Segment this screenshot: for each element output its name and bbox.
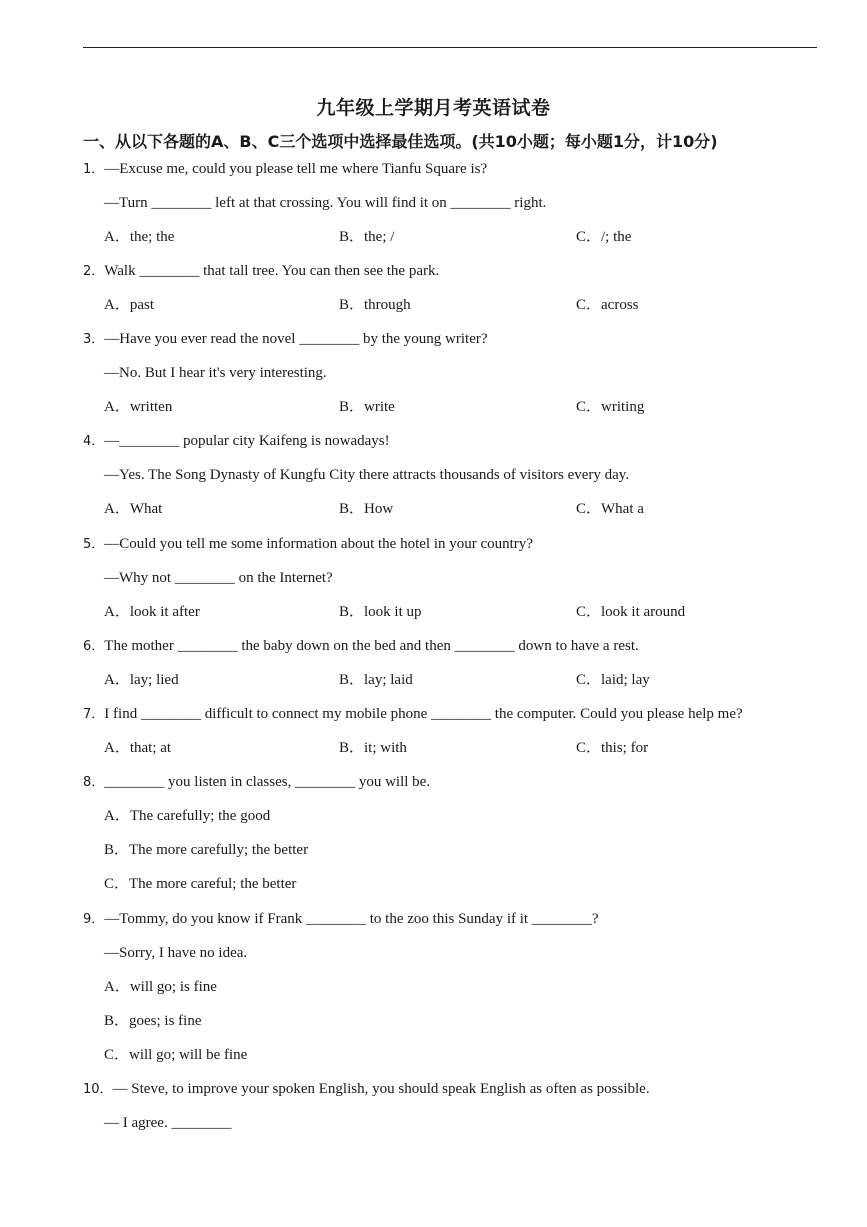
question-3-option-c[interactable]: C．writing [576, 399, 645, 415]
question-number: 3． [83, 332, 105, 347]
question-6-option-c[interactable]: C．laid; lay [576, 672, 650, 688]
question-4-stem-2: —Yes. The Song Dynasty of Kungfu City there attracts thousands of visitors every day. [104, 467, 630, 483]
question-text: —________ popular city Kaifeng is nowadays! [104, 433, 390, 449]
header-rule [83, 47, 817, 48]
question-2-option-b[interactable]: B．through [339, 297, 411, 313]
question-number: 5． [83, 537, 105, 552]
question-text: The mother ________ the baby down on the bed and then ________ down to have a rest. [104, 638, 639, 654]
question-number: 4． [83, 434, 105, 449]
question-7-option-c[interactable]: C．this; for [576, 740, 649, 756]
question-1-stem-2: —Turn ________ left at that crossing. You will find it on ________ right. [104, 195, 547, 211]
question-1-option-c[interactable]: C．/; the [576, 229, 632, 245]
question-text: I find ________ difficult to connect my mobile phone ________ the computer. Could you please help me? [104, 706, 743, 722]
question-2-stem [83, 261, 439, 282]
question-5-stem [83, 534, 533, 555]
question-3-option-a[interactable]: A．written [104, 399, 173, 415]
question-text: —Could you tell me some information about the hotel in your country? [104, 536, 533, 552]
question-8-option-c[interactable]: C．The more careful; the better [104, 876, 297, 892]
question-9-option-c[interactable]: C．will go; will be fine [104, 1047, 248, 1063]
question-number: 9． [83, 912, 105, 927]
question-3-stem-2: —No. But I hear it's very interesting. [104, 365, 327, 381]
question-8-stem [83, 772, 430, 793]
question-9-option-a[interactable]: A．will go; is fine [104, 979, 217, 995]
question-10-stem-2: — I agree. ________ [104, 1115, 232, 1131]
question-5-option-c[interactable]: C．look it around [576, 604, 686, 620]
question-text: —Tommy, do you know if Frank ________ to the zoo this Sunday if it ________? [104, 911, 599, 927]
question-9-option-b[interactable]: B．goes; is fine [104, 1013, 202, 1029]
question-1-stem [83, 159, 487, 180]
question-text: Walk ________ that tall tree. You can then see the park. [104, 263, 440, 279]
question-6-option-a[interactable]: A．lay; lied [104, 672, 179, 688]
question-number: 6． [83, 639, 105, 654]
question-text: —Excuse me, could you please tell me where Tianfu Square is? [104, 161, 488, 177]
question-number: 2． [83, 264, 105, 279]
question-7-option-b[interactable]: B．it; with [339, 740, 407, 756]
question-4-option-a[interactable]: A．What [104, 501, 163, 517]
question-5-option-a[interactable]: A．look it after [104, 604, 200, 620]
question-4-option-c[interactable]: C．What a [576, 501, 644, 517]
question-5-stem-2: —Why not ________ on the Internet? [104, 570, 333, 586]
question-8-option-a[interactable]: A．The carefully; the good [104, 808, 271, 824]
question-1-option-b[interactable]: B．the; / [339, 229, 395, 245]
question-text: ________ you listen in classes, ________ you will be. [104, 774, 431, 790]
question-8-option-b[interactable]: B．The more carefully; the better [104, 842, 309, 858]
question-5-option-b[interactable]: B．look it up [339, 604, 422, 620]
question-number: 7． [83, 707, 105, 722]
question-text: —Have you ever read the novel ________ by the young writer? [104, 331, 488, 347]
exam-title: 九年级上学期月考英语试卷 [316, 97, 551, 119]
question-number: 8． [83, 775, 105, 790]
question-9-stem [83, 909, 598, 930]
question-4-stem [83, 431, 390, 452]
question-6-stem [83, 636, 639, 657]
question-3-stem [83, 329, 488, 350]
question-6-option-b[interactable]: B．lay; laid [339, 672, 413, 688]
question-9-stem-2: —Sorry, I have no idea. [104, 945, 248, 961]
question-text: — Steve, to improve your spoken English, you should speak English as often as possible. [112, 1081, 650, 1097]
question-number: 1． [83, 162, 105, 177]
question-10-stem [83, 1079, 650, 1100]
question-2-option-a[interactable]: A．past [104, 297, 154, 313]
question-2-option-c[interactable]: C．across [576, 297, 639, 313]
question-7-stem [83, 704, 743, 725]
question-4-option-b[interactable]: B．How [339, 501, 394, 517]
question-7-option-a[interactable]: A．that; at [104, 740, 172, 756]
question-3-option-b[interactable]: B．write [339, 399, 395, 415]
question-1-option-a[interactable]: A．the; the [104, 229, 175, 245]
section-1-heading: 一、从以下各题的A、B、C三个选项中选择最佳选项。(共10小题；每小题1分，计10分) [83, 132, 718, 151]
question-number: 10． [83, 1082, 113, 1097]
